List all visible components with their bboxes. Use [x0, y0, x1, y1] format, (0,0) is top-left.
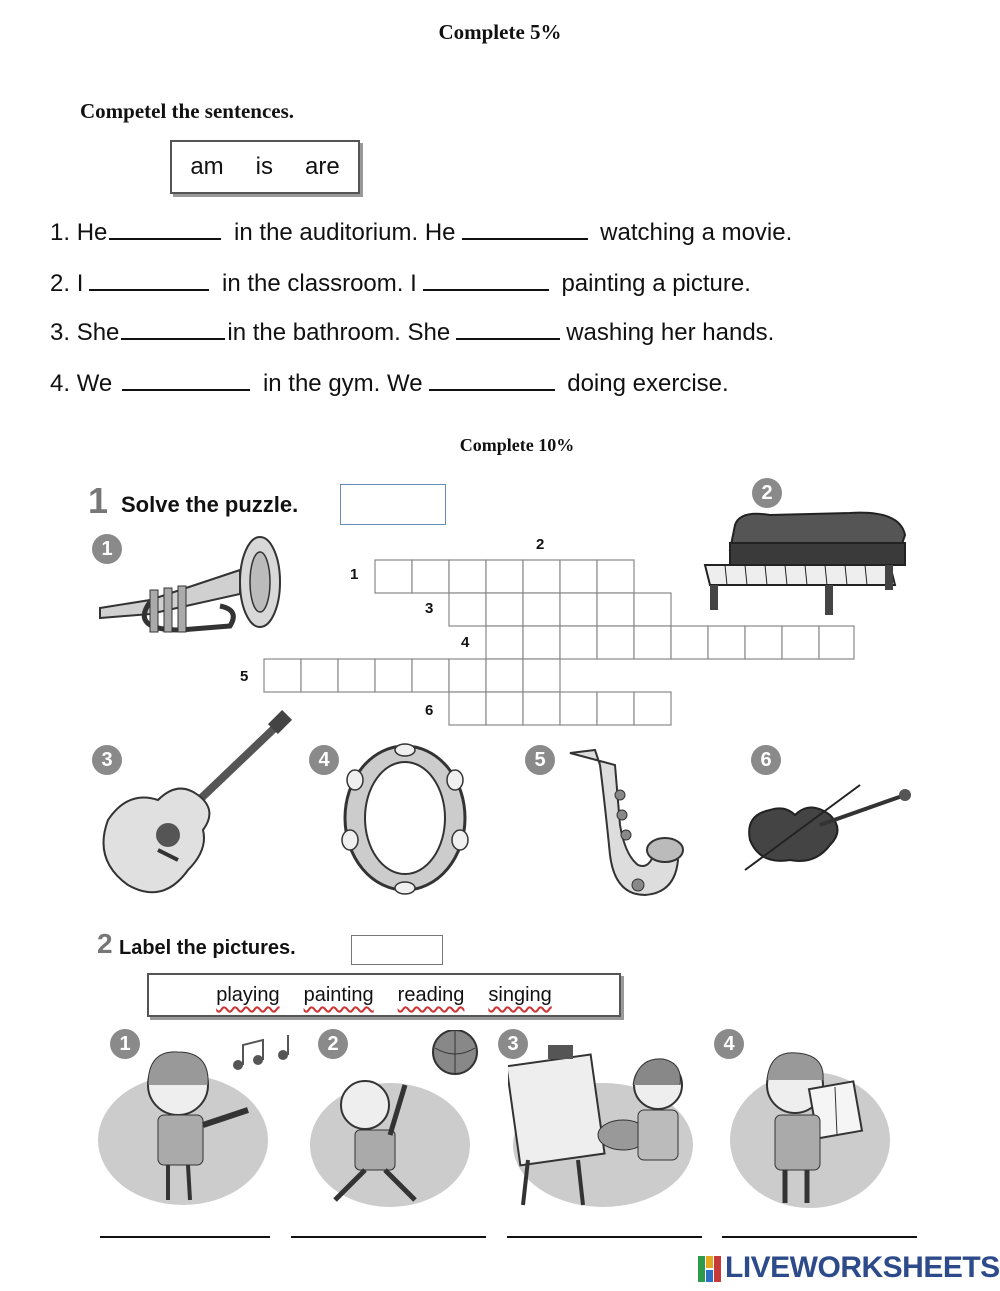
painting-girl-picture [508, 1045, 698, 1210]
answer-blank[interactable] [122, 369, 250, 391]
picture-number: 3 [92, 745, 122, 775]
answer-blank[interactable] [121, 318, 225, 340]
sentence-text: painting a picture. [561, 270, 751, 297]
exercise-heading: Label the pictures. [119, 937, 296, 959]
answer-blank[interactable] [109, 218, 221, 240]
answer-blank[interactable] [89, 269, 209, 291]
exercise-heading: Solve the puzzle. [121, 492, 299, 517]
picture-number: 5 [525, 745, 555, 775]
saxophone-icon [560, 745, 690, 910]
sentence-text: doing exercise. [567, 370, 729, 397]
answer-line[interactable] [100, 1236, 270, 1238]
sentence-text: in the gym. We [262, 370, 423, 397]
section2-title: Complete 10% [459, 435, 575, 455]
section1-title: Complete 5% [438, 20, 562, 44]
liveworksheets-logo-icon [698, 1256, 722, 1282]
sentence-number: 2. [50, 270, 71, 297]
sentence-number: 4. [50, 370, 71, 397]
sentence-text: She [76, 319, 120, 346]
word-bank-activities [147, 973, 621, 1017]
guitar-icon [88, 710, 298, 895]
picture-number: 6 [751, 745, 781, 775]
crossword-grid[interactable] [230, 533, 860, 733]
word-bank-item: reading [397, 984, 465, 1006]
picture-number: 1 [92, 534, 122, 564]
liveworksheets-logo-text: LIVEWORKSHEETS [725, 1251, 1000, 1284]
answer-blank[interactable] [423, 269, 549, 291]
answer-line[interactable] [722, 1236, 917, 1238]
sentence-text: watching a movie. [600, 219, 793, 246]
clue-number: 1 [350, 566, 359, 583]
answer-blank[interactable] [456, 318, 560, 340]
tambourine-icon [335, 740, 475, 895]
word-bank-item: painting [303, 984, 374, 1006]
clue-number: 5 [240, 668, 249, 685]
exercise-number: 1 [88, 480, 109, 521]
sentence-text: washing her hands. [566, 319, 775, 346]
picture-number: 3 [498, 1029, 528, 1059]
picture-number: 2 [318, 1029, 348, 1059]
word-bank-item: is [255, 153, 273, 180]
reading-boy-picture [725, 1035, 895, 1210]
clue-number: 3 [425, 600, 434, 617]
score-input[interactable] [340, 484, 446, 525]
picture-number: 1 [110, 1029, 140, 1059]
word-bank-verbs [170, 140, 360, 194]
word-bank-item: am [190, 153, 224, 180]
answer-blank[interactable] [462, 218, 588, 240]
sentence-number: 1. [50, 219, 71, 246]
answer-line[interactable] [507, 1236, 702, 1238]
word-bank-item: singing [488, 984, 552, 1006]
word-bank-item: are [305, 153, 340, 180]
sentence-4 [50, 369, 729, 398]
clue-number: 4 [461, 634, 470, 651]
section1-instruction: Competel the sentences. [80, 99, 295, 123]
clue-number: 6 [425, 702, 434, 719]
clue-number: 2 [536, 536, 545, 553]
sentence-2 [50, 269, 751, 298]
word-bank-item: playing [216, 984, 280, 1006]
picture-number: 4 [309, 745, 339, 775]
sentence-1 [50, 218, 792, 247]
violin-icon [740, 780, 915, 875]
sentence-text: in the auditorium. He [234, 219, 456, 246]
playing-boy-picture [305, 1030, 490, 1215]
sentence-text: I [76, 270, 84, 297]
picture-number: 2 [752, 478, 782, 508]
sentence-3 [50, 318, 774, 347]
sentence-text: He [76, 219, 108, 246]
singing-girl-picture [98, 1030, 308, 1210]
picture-number: 4 [714, 1029, 744, 1059]
sentence-text: in the bathroom. She [227, 319, 451, 346]
sentence-text: in the classroom. I [222, 270, 417, 297]
score-input[interactable] [351, 935, 443, 965]
sentence-number: 3. [50, 319, 71, 346]
sentence-text: We [76, 370, 113, 397]
answer-line[interactable] [291, 1236, 486, 1238]
exercise-number: 2 [97, 928, 113, 959]
answer-blank[interactable] [429, 369, 555, 391]
